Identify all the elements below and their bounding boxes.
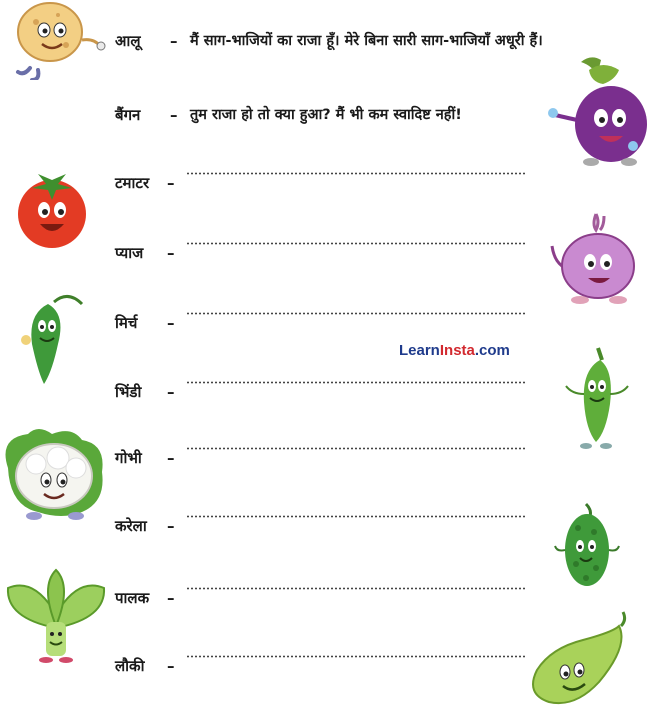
answer-blank-line[interactable] [186, 447, 526, 450]
vegetable-name: गोभी [115, 449, 142, 467]
dash: – [167, 383, 175, 401]
answer-blank-line[interactable] [186, 312, 526, 315]
vegetable-name: आलू [115, 32, 141, 50]
watermark-part: Learn [399, 342, 440, 359]
dialogue-text: तुम राजा हो तो क्या हुआ? मैं भी कम स्वादिष्ट नहीं! [190, 107, 462, 123]
bottle-gourd-cartoon-icon [527, 608, 637, 708]
spinach-cartoon-icon [0, 568, 112, 664]
vegetable-name: प्याज [115, 244, 144, 262]
onion-cartoon-icon [548, 210, 643, 306]
dash: – [167, 449, 175, 467]
dash: – [167, 517, 175, 535]
answer-blank-line[interactable] [186, 515, 526, 518]
dash: – [170, 106, 178, 124]
watermark-part: .com [474, 342, 510, 359]
site-watermark [399, 342, 510, 359]
answer-blank-line[interactable] [186, 242, 526, 245]
vegetable-name: करेला [115, 517, 147, 535]
dash: – [167, 244, 175, 262]
answer-blank-line[interactable] [186, 655, 526, 658]
vegetable-name: बैंगन [115, 106, 141, 124]
watermark-part: Insta [439, 342, 475, 359]
answer-blank-line[interactable] [186, 587, 526, 590]
dash: – [167, 589, 175, 607]
dash: – [167, 314, 175, 332]
dialogue-text: मैं साग-भाजियों का राजा हूँ। मेरे बिना सारी साग-भाजियाँ अधूरी हैं। [190, 33, 543, 49]
dash: – [170, 32, 178, 50]
answer-blank-line[interactable] [186, 172, 526, 175]
dash: – [167, 174, 175, 192]
potato-cartoon-icon [8, 0, 108, 80]
vegetable-name: मिर्च [115, 314, 138, 332]
cauliflower-cartoon-icon [0, 428, 108, 524]
vegetable-name: पालक [115, 589, 150, 607]
vegetable-name: टमाटर [115, 174, 150, 192]
bitter-gourd-cartoon-icon [552, 500, 622, 596]
blank-row-tamatar [0, 172, 667, 212]
okra-cartoon-icon [560, 344, 632, 452]
tomato-cartoon-icon [12, 166, 92, 252]
chilli-cartoon-icon [14, 290, 88, 386]
brinjal-cartoon-icon [543, 52, 653, 170]
answer-blank-line[interactable] [186, 381, 526, 384]
vegetable-name: भिंडी [115, 383, 142, 401]
vegetable-name: लौकी [115, 657, 145, 675]
dash: – [167, 657, 175, 675]
